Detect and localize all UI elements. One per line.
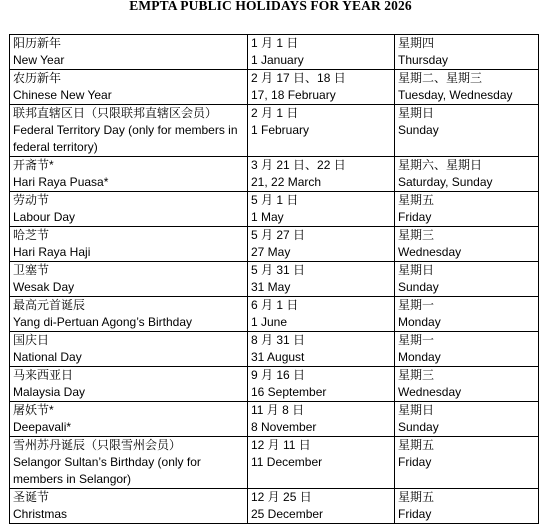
holiday-date-english: 21, 22 March [251, 175, 322, 189]
holiday-day-english: Sunday [398, 280, 439, 294]
holiday-name-chinese: 屠妖节* [13, 403, 54, 417]
holiday-day-cell [395, 332, 539, 367]
holiday-date-cell [248, 157, 395, 192]
holiday-day-cell [395, 105, 539, 157]
holiday-name-english: Chinese New Year [13, 88, 112, 102]
holiday-day-cell [395, 35, 539, 70]
holiday-name-english: Deepavali* [13, 420, 72, 434]
holiday-date-english: 27 May [251, 245, 291, 259]
holiday-date-cell [248, 402, 395, 437]
holiday-day-chinese: 星期五 [398, 193, 435, 207]
holiday-row [10, 157, 539, 192]
holiday-name-english: Yang di-Pertuan Agong’s Birthday [13, 315, 193, 329]
holiday-date-chinese: 6 月 1 日 [251, 298, 299, 312]
holiday-day-english: Wednesday [398, 245, 462, 259]
holiday-name-cell [10, 227, 248, 262]
holiday-row [10, 227, 539, 262]
holiday-name-chinese: 哈芝节 [13, 228, 50, 242]
holiday-row [10, 70, 539, 105]
holiday-date-english: 1 January [251, 53, 304, 67]
holiday-day-chinese: 星期一 [398, 333, 435, 347]
holiday-day-chinese: 星期四 [398, 36, 435, 50]
holiday-day-chinese: 星期二、星期三 [398, 71, 483, 85]
holiday-row [10, 35, 539, 70]
holiday-date-cell [248, 332, 395, 367]
holiday-day-english: Monday [398, 350, 441, 364]
holiday-date-english: 25 December [251, 507, 324, 521]
holiday-name-cell [10, 105, 248, 157]
holiday-date-chinese: 11 月 8 日 [251, 403, 305, 417]
holiday-name-cell [10, 35, 248, 70]
holiday-name-english: Hari Raya Puasa* [13, 175, 109, 189]
holiday-day-english: Wednesday [398, 385, 462, 399]
holiday-name-chinese: 劳动节 [13, 193, 50, 207]
holiday-day-cell [395, 227, 539, 262]
holiday-date-cell [248, 437, 395, 489]
holiday-day-cell [395, 489, 539, 524]
holiday-name-english: Malaysia Day [13, 385, 86, 399]
holiday-name-chinese: 卫塞节 [13, 263, 50, 277]
holiday-day-english: Thursday [398, 53, 449, 67]
holiday-date-cell [248, 227, 395, 262]
holiday-row [10, 437, 539, 489]
holiday-date-english: 31 May [251, 280, 291, 294]
holiday-name-english: National Day [13, 350, 82, 364]
holiday-day-chinese: 星期日 [398, 403, 435, 417]
holiday-name-english: Labour Day [13, 210, 76, 224]
holiday-date-cell [248, 105, 395, 157]
holiday-name-chinese: 阳历新年 [13, 36, 62, 50]
holiday-row [10, 402, 539, 437]
holiday-day-cell [395, 297, 539, 332]
holiday-name-chinese: 国庆日 [13, 333, 50, 347]
holiday-table [9, 34, 539, 524]
holiday-date-chinese: 12 月 25 日 [251, 490, 312, 504]
holiday-name-chinese: 马来西亚日 [13, 368, 74, 382]
holiday-day-chinese: 星期三 [398, 228, 435, 242]
holiday-day-chinese: 星期一 [398, 298, 435, 312]
holiday-name-english: Christmas [13, 507, 68, 521]
holiday-name-cell [10, 192, 248, 227]
holiday-date-chinese: 2 月 1 日 [251, 106, 299, 120]
holiday-name-chinese: 开斋节* [13, 158, 54, 172]
holiday-day-cell [395, 157, 539, 192]
holiday-row [10, 192, 539, 227]
holiday-date-english: 1 June [251, 315, 288, 329]
holiday-date-cell [248, 367, 395, 402]
holiday-day-english: Monday [398, 315, 441, 329]
holiday-day-chinese: 星期五 [398, 438, 435, 452]
holiday-date-cell [248, 192, 395, 227]
holiday-day-cell [395, 437, 539, 489]
holiday-date-chinese: 12 月 11 日 [251, 438, 311, 452]
holiday-day-english: Sunday [398, 420, 439, 434]
holiday-date-cell [248, 489, 395, 524]
holiday-date-chinese: 8 月 31 日 [251, 333, 306, 347]
holiday-date-cell [248, 262, 395, 297]
holiday-name-english: Selangor Sultan’s Birthday (only for members in Selangor) [13, 455, 201, 486]
holiday-row [10, 332, 539, 367]
holiday-name-english: Federal Territory Day (only for members in federal territory) [13, 123, 238, 154]
holiday-date-english: 8 November [251, 420, 317, 434]
holiday-name-chinese: 最高元首诞辰 [13, 298, 86, 312]
holiday-day-chinese: 星期六、星期日 [398, 158, 483, 172]
holiday-date-english: 1 February [251, 123, 310, 137]
holiday-name-cell [10, 297, 248, 332]
holiday-day-cell [395, 70, 539, 105]
holiday-day-english: Saturday, Sunday [398, 175, 493, 189]
holiday-name-cell [10, 489, 248, 524]
holiday-date-cell [248, 297, 395, 332]
holiday-date-chinese: 9 月 16 日 [251, 368, 306, 382]
holiday-date-chinese: 3 月 21 日、22 日 [251, 158, 346, 172]
holiday-name-chinese: 雪州苏丹诞辰（只限雪州会员） [13, 438, 182, 452]
holiday-day-chinese: 星期三 [398, 368, 435, 382]
holiday-row [10, 489, 539, 524]
holiday-name-cell [10, 402, 248, 437]
holiday-day-cell [395, 367, 539, 402]
holiday-day-english: Friday [398, 507, 432, 521]
holiday-date-english: 1 May [251, 210, 284, 224]
holiday-day-chinese: 星期五 [398, 490, 435, 504]
holiday-name-cell [10, 262, 248, 297]
holiday-day-english: Tuesday, Wednesday [398, 88, 513, 102]
holiday-name-chinese: 圣诞节 [13, 490, 50, 504]
holiday-name-chinese: 农历新年 [13, 71, 62, 85]
holiday-day-cell [395, 402, 539, 437]
holiday-date-chinese: 1 月 1 日 [251, 36, 299, 50]
holiday-row [10, 105, 539, 157]
holiday-date-cell [248, 70, 395, 105]
holiday-day-english: Sunday [398, 123, 439, 137]
holiday-day-chinese: 星期日 [398, 106, 435, 120]
holiday-day-chinese: 星期日 [398, 263, 435, 277]
holiday-date-english: 11 December [251, 455, 323, 469]
holiday-day-cell [395, 192, 539, 227]
holiday-name-cell [10, 157, 248, 192]
holiday-date-chinese: 5 月 1 日 [251, 193, 299, 207]
holiday-row [10, 367, 539, 402]
holiday-name-cell [10, 437, 248, 489]
holiday-day-english: Friday [398, 455, 432, 469]
holiday-date-chinese: 2 月 17 日、18 日 [251, 71, 346, 85]
holiday-name-cell [10, 332, 248, 367]
holiday-table-body [10, 35, 539, 524]
holiday-date-chinese: 5 月 27 日 [251, 228, 306, 242]
page-title: EMPTA PUBLIC HOLIDAYS FOR YEAR 2026 [129, 0, 412, 13]
holiday-name-cell [10, 70, 248, 105]
holiday-date-english: 16 September [251, 385, 327, 399]
holiday-date-english: 17, 18 February [251, 88, 336, 102]
holiday-day-cell [395, 262, 539, 297]
holiday-row [10, 297, 539, 332]
holiday-row [10, 262, 539, 297]
holiday-date-chinese: 5 月 31 日 [251, 263, 306, 277]
holiday-name-english: Hari Raya Haji [13, 245, 91, 259]
holiday-day-english: Friday [398, 210, 432, 224]
holiday-date-cell [248, 35, 395, 70]
holiday-name-cell [10, 367, 248, 402]
holiday-name-english: New Year [13, 53, 65, 67]
holiday-date-english: 31 August [251, 350, 305, 364]
holiday-name-chinese: 联邦直辖区日（只限联邦直辖区会员） [13, 106, 218, 120]
holiday-name-english: Wesak Day [13, 280, 75, 294]
